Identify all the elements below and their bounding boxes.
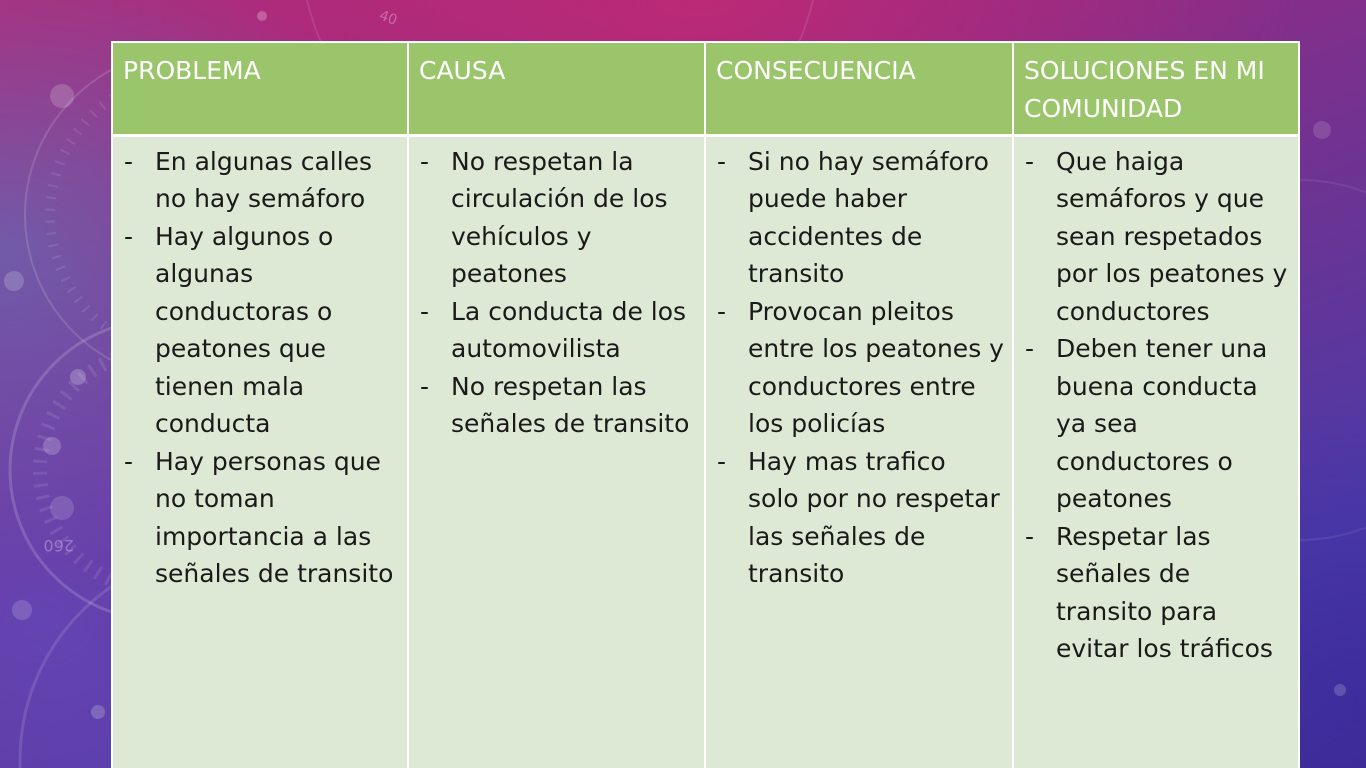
dash-bullet: - [717,296,727,326]
header-problema: PROBLEMA [112,42,408,135]
cell-consecuencia [705,135,1013,768]
header-soluciones: SOLUCIONES EN MI COMUNIDAD [1013,42,1299,135]
dash-bullet: - [1025,521,1035,551]
header-consecuencia: CONSECUENCIA [705,42,1013,135]
list-item-text: Hay mas trafico solo por no respetar las señales de transito [748,446,1000,588]
list-item [1022,330,1290,518]
list-item [714,443,1004,593]
soluciones-list [1022,143,1290,668]
dash-bullet: - [124,446,134,476]
list-item [1022,518,1290,668]
dash-bullet: - [1025,146,1035,176]
list-item [714,293,1004,443]
cell-causa [408,135,705,768]
list-item [714,143,1004,293]
header-causa: CAUSA [408,42,705,135]
list-item-text: Provocan pleitos entre los peatones y conductores entre los policías [748,296,1004,438]
list-item-text: No respetan la circulación de los vehículos y peatones [451,146,668,288]
dash-bullet: - [124,221,134,251]
list-item [1022,143,1290,331]
list-item [121,143,399,218]
dash-bullet: - [420,371,430,401]
cell-problema [112,135,408,768]
list-item-text: La conducta de los automovilista [451,296,687,363]
list-item-text: Si no hay semáforo puede haber accidentes de transito [748,146,989,288]
list-item-text: Deben tener una buena conducta ya sea conductores o peatones [1056,334,1268,513]
header-row [112,42,1299,135]
body-row [112,135,1299,768]
dash-bullet: - [420,146,430,176]
list-item [121,443,399,593]
dial-number: 40 [377,7,400,29]
cell-soluciones [1013,135,1299,768]
dash-bullet: - [420,296,430,326]
list-item-text: No respetan las señales de transito [451,371,690,438]
dash-bullet: - [717,446,727,476]
list-item-text: Respetar las señales de transito para evitar los tráficos [1056,521,1273,663]
dial-number: 260 [43,536,74,555]
list-item [417,368,696,443]
dash-bullet: - [124,146,134,176]
problem-table [111,41,1300,768]
dash-bullet: - [1025,334,1035,363]
list-item-text: Que haiga semáforos y que sean respetados por los peatones y conductores [1056,146,1288,326]
list-item [417,293,696,368]
list-item-text: En algunas calles no hay semáforo [155,146,373,213]
consecuencia-list [714,143,1004,593]
causa-list [417,143,696,443]
list-item-text: Hay algunos o algunas conductoras o peatones que tienen mala conducta [155,221,334,438]
problema-list [121,143,399,593]
list-item-text: Hay personas que no toman importancia a las señales de transito [155,446,394,588]
list-item [121,218,399,443]
list-item [417,143,696,293]
dash-bullet: - [717,146,727,176]
